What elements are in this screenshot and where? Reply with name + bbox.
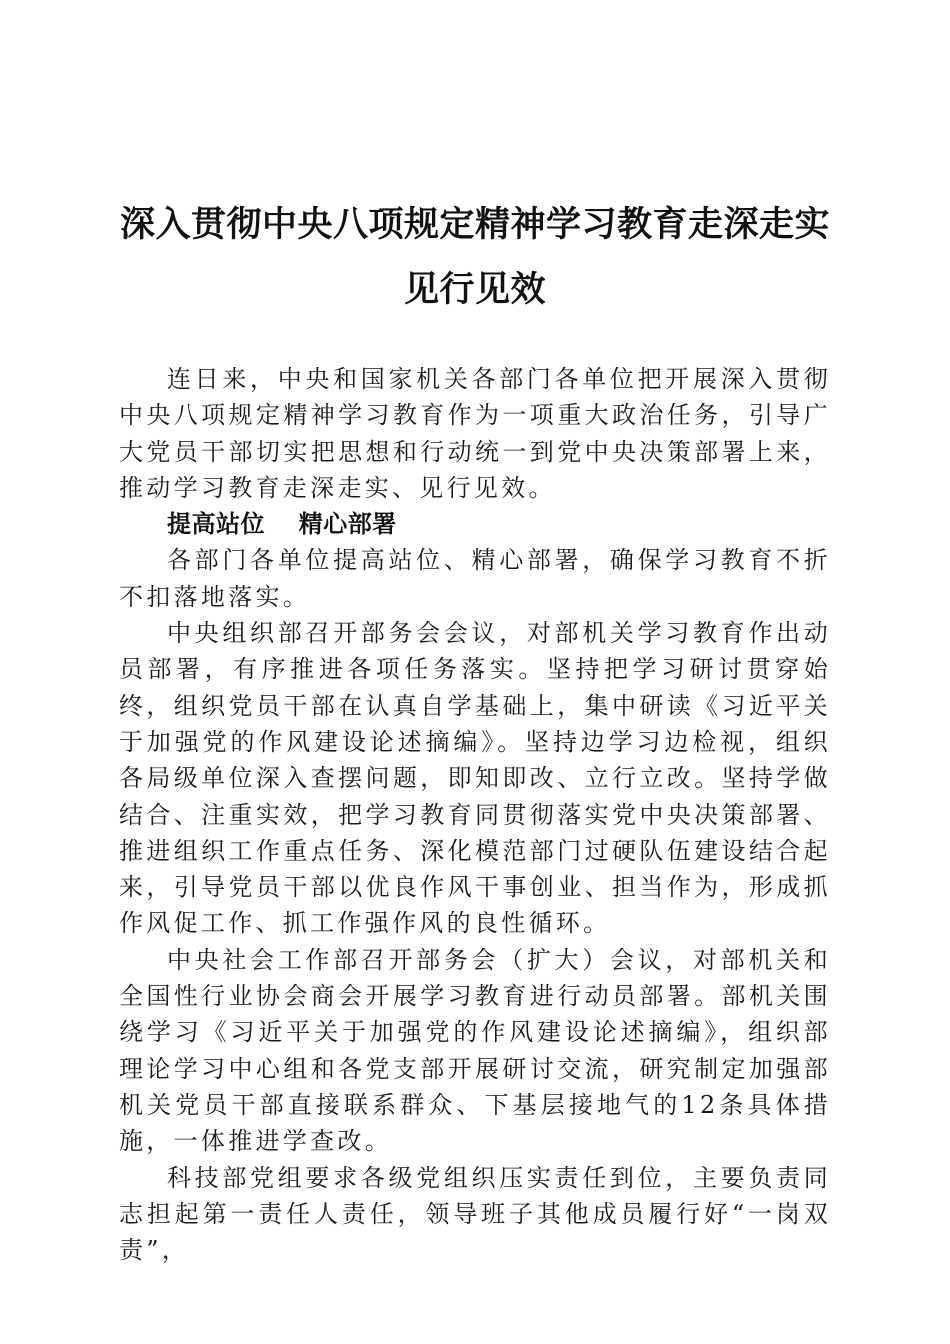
- section-heading: 提高站位 精心部署: [167, 510, 397, 539]
- paragraph-intro: 连日来，中央和国家机关各部门各单位把开展深入贯彻中央八项规定精神学习教育作为一项重大政治任务，引导广大党员干部切实把思想和行动统一到党中央决策部署上来，推动学习教育走深走实、见行见效。: [119, 365, 831, 502]
- document-body: [119, 361, 831, 1268]
- document-title-line-2: 见行见效: [403, 269, 546, 310]
- paragraph: 科技部党组要求各级党组织压实责任到位，主要负责同志担起第一责任人责任，领导班子其他成员履行好“一岗双责”，: [119, 1163, 831, 1265]
- paragraph: 中央组织部召开部务会会议，对部机关学习教育作出动员部署，有序推进各项任务落实。坚持把学习研讨贯穿始终，组织党员干部在认真自学基础上，集中研读《习近平关于加强党的作风建设论述摘编》。坚持边学习边检视，组织各局级单位深入查摆问题，即知即改、立行立改。坚持学做结合、注重实效，把学习教育同贯彻落实党中央决策部署、推进组织工作重点任务、深化模范部门过硬队伍建设结合起来，引导党员干部以优良作风干事创业、担当作为，形成抓作风促工作、抓工作强作风的良性循环。: [119, 619, 831, 938]
- document-title-line-1: 深入贯彻中央八项规定精神学习教育走深走实: [119, 204, 830, 245]
- paragraph: 各部门各单位提高站位、精心部署，确保学习教育不折不扣落地落实。: [119, 546, 831, 611]
- paragraph: 中央社会工作部召开部务会（扩大）会议，对部机关和全国性行业协会商会开展学习教育进行动员部署。部机关围绕学习《习近平关于加强党的作风建设论述摘编》，组织部理论学习中心组和各党支部开展研讨交流，研究制定加强部机关党员干部直接联系群众、下基层接地气的12条具体措施，一体推进学查改。: [119, 945, 831, 1156]
